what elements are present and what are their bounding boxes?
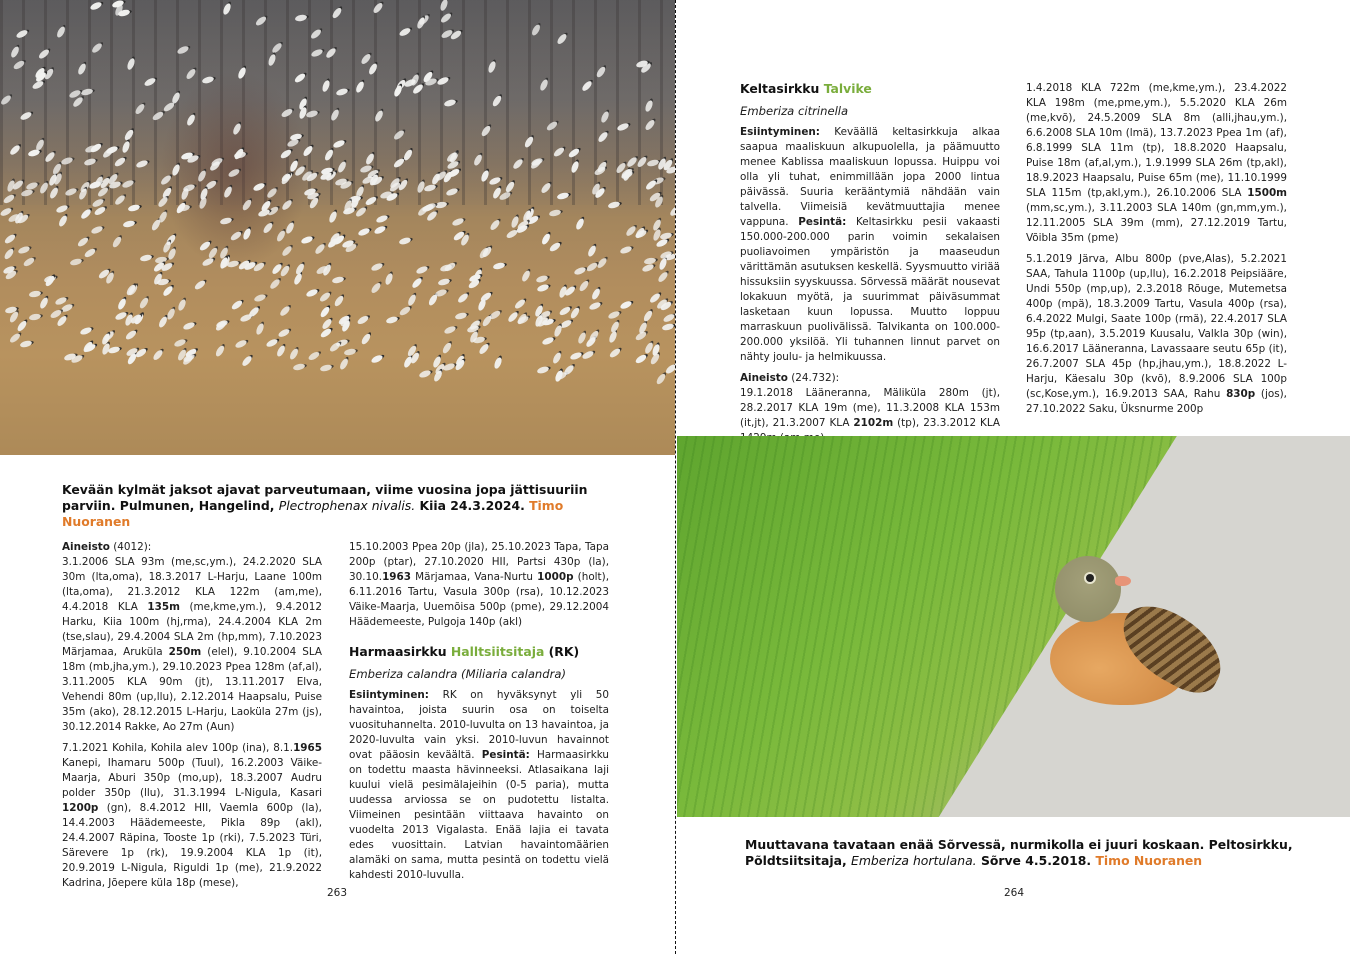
bird [588, 301, 601, 311]
page-number-left: 263 [327, 887, 348, 899]
bird [585, 261, 598, 273]
bird [19, 340, 32, 349]
bird [537, 365, 550, 374]
bold-value: 1965 [293, 742, 322, 754]
bird [111, 235, 123, 248]
bird [493, 356, 503, 369]
bird [3, 233, 16, 245]
bird [641, 263, 654, 273]
bird [554, 369, 564, 382]
bird [70, 258, 83, 267]
bird [173, 338, 186, 348]
aineisto-count: (24.732): [791, 372, 840, 384]
bird [128, 204, 141, 213]
bird [241, 354, 254, 367]
bird [410, 277, 423, 290]
photo-caption-left [62, 482, 622, 530]
bold-value: 830p [1226, 388, 1256, 400]
bird [573, 266, 586, 276]
bold-value: 1200p [62, 802, 99, 814]
bird [265, 338, 278, 349]
bird [90, 225, 103, 235]
bird [419, 369, 432, 379]
aineisto-records-migration: 19.1.2018 Lääneranna, Mäliküla 280m (jt), 28.2.2017 KLA 19m (me), 11.3.2008 KLA 153m (it,jt), 21.3.2007 KLA 2102m (tp), 23.3.2012 KLA [740, 387, 1000, 429]
bird [478, 343, 490, 356]
bird [116, 298, 127, 311]
right-column-2 [1026, 81, 1287, 423]
bird [535, 274, 548, 283]
bird [182, 321, 195, 331]
bird [3, 247, 15, 260]
bird [481, 245, 493, 258]
page-divider [675, 0, 676, 954]
bird [635, 353, 648, 365]
bird [370, 354, 383, 365]
bird [55, 204, 68, 214]
bird [521, 269, 532, 282]
bird [575, 217, 586, 230]
bird [655, 372, 667, 385]
aineisto-count: (4012): [113, 541, 152, 553]
bird [664, 363, 675, 375]
bird [9, 331, 22, 343]
bird [563, 363, 576, 376]
species-latin-name: Emberiza citrinella [740, 104, 849, 118]
bird [384, 272, 394, 285]
bird [438, 278, 451, 287]
caption-latin-name: Emberiza hortulana. [850, 853, 977, 868]
bird [569, 351, 582, 361]
aineisto-records-flocks: 7.1.2021 Kohila, Kohila alev 100p (ina), 8.1.1965 Kanepi, Ihamaru 500p (Tuul), 16.2.2003 Väike-Maarja, Aburi 350p (mo,up), 18.3.2007 Audru polder 350p (llu), 31.3.1994 L-Nigula, Kasari 1200p (gn), 8.4.2012 HII, Vaemla 600p (la), 14.4.2003 Häädemeeste, Pikla 89p (akl), 24.4.2007 Räpina, Tooste 1p (rki), 7.5.2023 Türi, Särevere 1p (rk), 19.9.2004 KLA 1p (it), 20.9.2019 L-Nigula, Riguldi 1p (me), 21.9.2022 Kadrina, Jõepere küla 18p (mese), [62, 742, 322, 889]
bird [162, 285, 175, 298]
left-column-2 [349, 540, 609, 889]
aineisto-records-flocks: 5.1.2019 Järva, Albu 800p (pve,Alas), 5.2.2021 SAA, Tahula 1100p (up,llu), 16.2.2018 Peipsiääre, Undi 550p (mp,up), 2.3.2018 Rõuge, Mutemetsa 400p (mpä), 18.3.2009 Tartu, Vasula 400p (rsa), 6.4.2022 Mulgi, Saate 100p (rmä), 22.4.2017 SLA 95p (tp,aan), 3.5.2019 Kuusalu, Valkla 30p (win), 16.6.2017 Lääneranna, Lavassaare seutu 65p (it), 26.7.2007 SLA 45p (hp,jhau,ym.), 18.8.2022 L-Harju, Käesalu 30p (kvõ), 8.9.2006 SLA 100p (sc,Kose,ym.), 16.9.2013 SAA, Rahu 830p (jos), 27.10.2022 Saku, Üksnurme 200p [1026, 253, 1287, 415]
bird [354, 206, 367, 218]
bold-value: 135m [147, 601, 180, 613]
bold-value: Esiintyminen: [740, 126, 820, 138]
bird [455, 311, 468, 320]
bird [28, 290, 41, 298]
species-latin-name: Emberiza calandra (Miliaria calandra) [349, 667, 567, 681]
bird [124, 329, 137, 341]
bird [329, 341, 342, 353]
bird [385, 315, 398, 324]
bird-beak [1115, 576, 1131, 586]
bird [398, 236, 411, 245]
bird [634, 330, 647, 342]
bird [370, 282, 382, 295]
bird [553, 324, 563, 337]
bird [488, 219, 500, 232]
bird [537, 283, 550, 293]
bird [319, 305, 331, 318]
bird [374, 224, 387, 235]
bird [549, 209, 562, 218]
bird [415, 265, 428, 275]
caption-text: Kevään kylmät jaksot ajavat parveutumaan, viime vuosina jopa jättisuuriin parviin. Pulmunen, Hangelind, [62, 482, 588, 513]
bird [166, 307, 177, 320]
bird [314, 243, 327, 256]
aineisto-label: Aineisto [740, 372, 788, 384]
bird [28, 313, 41, 321]
bird [619, 245, 632, 255]
bird [443, 325, 456, 335]
bold-value: 1963 [382, 571, 411, 583]
bird [344, 348, 357, 356]
aineisto-records-autumn: 3.1.2006 SLA 93m (me,sc,ym.), 24.2.2020 SLA 30m (lta,oma), 18.3.2017 L-Harju, Laane 100m (lta,oma), 21.3.2012 KLA 122m (am,me), 4.4.2018 KLA 135m (me,kme,ym.), 9.4.2012 Harku, Kiia 100m (hj,rma), 24.4.2004 KLA 2m (tse,slau), 29.4.2004 SLA 2m (hp,mm), 7.10.2023 Märjamaa, Aruküla 250m (elel), 9.10.2004 SLA 18m (mb,jha,ym.), 29.10.2023 Ppea 128m (af,al), 3.11.2005 KLA 90m (jt), 13.11.2017 Elva, Vehendi 80m (up,llu), 2.12.2014 Haapsalu, Puise 35m (ako), 28.12.2015 L-Harju, Laoküla 27m (js), 30.12.2014 Rakke, Ao 27m (Aun) [62, 556, 322, 733]
species-description: Esiintyminen: Keväällä keltasirkkuja alkaa saapua maaliskuun alkupuolella, ja päämuutto menee Kablissa maaliskuun lopussa. Huippu voi olla yli tuhat, enimmillään jopa 2000 lintua päivässä. Suuria kerääntymiä nähdään vain talvella. Viimeisiä kevätmuuttajia menee vappuna. Pesintä: Keltasirkku pesii vakaasti 150.000-200.000 parin voimin sekalaisen puoliavoimen ympäristön ja maaseudun värittämän asutuksen keskellä. Syysmuutto viriää hissuksiin syyskuussa. Sõrvessä määrät nousevat lokakuun myötä, ja suurimmat päiväsummat lasketaan kuun lopussa. Muutto loppuu marraskuun puolivälissä. Talvikanta on 100.000-200.000 yksilöä. Yli tuhannen linnut parvet on nähty joulu- ja helmikuussa. [740, 126, 1000, 363]
bird [660, 231, 673, 240]
right-column-1 [740, 81, 1000, 452]
bird [398, 305, 411, 317]
bird [607, 310, 620, 320]
species-description: Esiintyminen: RK on hyväksynyt yli 50 havaintoa, joista suurin osa on toiselta vuosituhannelta. 2010-luvulta on 13 havaintoa, ja 2020-luvulta vain yksi. 2010-luvun havainnot ovat pääosin keväältä. Pesintä: Harmaasirkku on todettu maasta hävinneeksi. Atlasaikana laji kuului vielä pesimälajeihin (0-5 paria), mutta uudessa arviossa se on pudotettu listalta. Viimeinen pesintään viittaava havainto on vuodelta 2013 Vigalasta. Enää lajia ei tavata edes vuosittain. Latvian havaintomäärien alamäki on sama, mutta pesintä on todettu vielä kahdesti 2010-luvulla. [349, 689, 609, 881]
bird [215, 344, 226, 357]
bird [320, 327, 333, 339]
bird [457, 292, 470, 305]
bird-head [1055, 556, 1121, 622]
bird [548, 241, 561, 253]
bird [596, 257, 608, 270]
bird [357, 227, 370, 237]
aineisto-label: Aineisto [62, 541, 110, 553]
snow-bunting-flock-photo [0, 0, 675, 455]
bird [356, 315, 369, 326]
bird [300, 235, 313, 245]
species-name-fi: Harmaasirkku [349, 644, 447, 659]
bird [540, 233, 551, 246]
bird [435, 201, 448, 209]
bird [138, 296, 150, 309]
bird [444, 261, 457, 273]
forest-background [0, 0, 675, 205]
bird [661, 322, 674, 331]
bird [307, 351, 320, 362]
bird [586, 244, 597, 257]
bird [79, 326, 92, 336]
bold-value: 250m [168, 646, 202, 658]
bird [658, 258, 668, 271]
bird [610, 320, 621, 333]
bird [139, 253, 152, 262]
bird [22, 256, 35, 268]
bird [157, 316, 168, 329]
bird [541, 336, 554, 346]
bird [231, 299, 244, 311]
bird [278, 305, 291, 318]
left-column-1 [62, 540, 322, 897]
bold-value: 1000p [537, 571, 574, 583]
bird [177, 298, 187, 311]
bird [371, 262, 384, 272]
bird [375, 214, 388, 224]
caption-latin-name: Plectrophenax nivalis. [278, 498, 416, 513]
bird [489, 309, 502, 321]
bird [17, 245, 30, 255]
species-name-fi: Keltasirkku [740, 81, 820, 96]
bird [278, 328, 291, 339]
bird [657, 270, 669, 283]
bird [254, 293, 267, 303]
bird [591, 288, 602, 301]
bird [441, 342, 453, 355]
bird [426, 210, 439, 223]
bird [331, 276, 344, 284]
bird [620, 300, 633, 310]
caption-text: Muuttavana tavataan enää Sõrvessä, nurmikolla ei juuri koskaan. Peltosirkku, Põldtsiitsitaja, [745, 837, 1293, 868]
bird [56, 315, 68, 328]
bird [269, 277, 282, 290]
caption-place-date: Sõrve 4.5.2018. [980, 853, 1092, 868]
bold-value: 2102m [853, 417, 894, 429]
bird [319, 291, 332, 303]
bold-value: Esiintyminen: [349, 689, 429, 701]
ortolan-bunting-photo [677, 436, 1350, 817]
bold-value: Pesintä: [798, 216, 847, 228]
photographer-credit: Timo Nuoranen [62, 498, 564, 529]
bird [288, 347, 299, 360]
photographer-credit: Timo Nuoranen [1095, 853, 1203, 868]
page-number-right: 264 [1004, 887, 1025, 899]
bird [407, 294, 418, 307]
aineisto-records-migration-continued: 1.4.2018 KLA 722m (me,kme,ym.), 23.4.2022 KLA 198m (me,pme,ym.), 5.5.2020 KLA 26m (me,kvõ), 24.5.2009 SLA 8m (alli,jhau,ym.), 6.6.2008 SLA 10m (lmä), 13.7.2023 Ppea 1m (af), 6.8.1999 SLA 11m (tp), 18.8.2020 Haapsalu, Puise 18m (af,al,ym.), 1.9.1999 SLA 26m (tp,akl), 18.9.2023 Haapsalu, Puise 65m (me), 11.10.1999 SLA 115m (tp,akl,ym.), 26.10.2006 SLA 1500m (mm,sc,ym.), 3.11.2003 SLA 140m (gn,mm,ym.), 12.11.2005 SLA 39m (mm), 27.12.2019 Tartu, Võibla 35m (pme) [1026, 82, 1287, 244]
bird [493, 262, 506, 271]
bird [39, 296, 50, 309]
bird [275, 344, 286, 357]
species-name-et: Talvike [823, 81, 872, 96]
photo-caption-right [745, 837, 1305, 869]
bird [60, 303, 73, 314]
bird [643, 309, 654, 322]
bird [122, 220, 135, 228]
bird [194, 279, 207, 291]
bird [333, 294, 345, 307]
bird [255, 322, 265, 335]
bird [234, 338, 247, 349]
bird [338, 357, 349, 370]
bird [514, 298, 527, 310]
aineisto-records-flocks-continued: 15.10.2003 Ppea 20p (jla), 25.10.2023 Tapa, Tapa 200p (ptar), 27.10.2020 HII, Partsi 430p (la), 30.10.1963 Märjamaa, Vana-Nurtu 1000p (holt), 6.11.2016 Tartu, Vasula 300p (rsa), 10.12.2023 Väike-Maarja, Uuemõisa 500p (pme), 29.12.2004 Häädemeeste, Pulgoja 140p (akl) [349, 541, 609, 628]
bird [609, 346, 622, 358]
aineisto-heading [62, 540, 322, 555]
species-name-et: Halltsiitsitaja [450, 644, 545, 659]
bird [294, 262, 305, 275]
bird [58, 214, 69, 227]
bird [578, 279, 590, 292]
bird [551, 351, 562, 364]
bird [662, 313, 675, 324]
bird-eye [1086, 574, 1094, 582]
bird [83, 247, 96, 259]
bird [432, 369, 443, 382]
bird [77, 236, 90, 248]
bird [80, 207, 93, 220]
species-status: (RK) [548, 644, 580, 659]
bird [247, 305, 260, 318]
bird [320, 364, 333, 373]
bird [152, 349, 164, 362]
bird [15, 320, 27, 333]
bird [305, 288, 318, 298]
bold-value: 1500m [1247, 187, 1287, 199]
caption-place-date: Kiia 24.3.2024. [419, 498, 525, 513]
bird [292, 362, 305, 370]
bold-value: Pesintä: [481, 749, 530, 761]
bird [582, 349, 595, 360]
species-heading-harmaasirkku [349, 644, 609, 660]
aineisto-heading [740, 371, 1000, 386]
bird [451, 217, 464, 227]
species-heading-keltasirkku [740, 81, 1000, 97]
bird [360, 333, 372, 346]
bird [328, 211, 338, 224]
